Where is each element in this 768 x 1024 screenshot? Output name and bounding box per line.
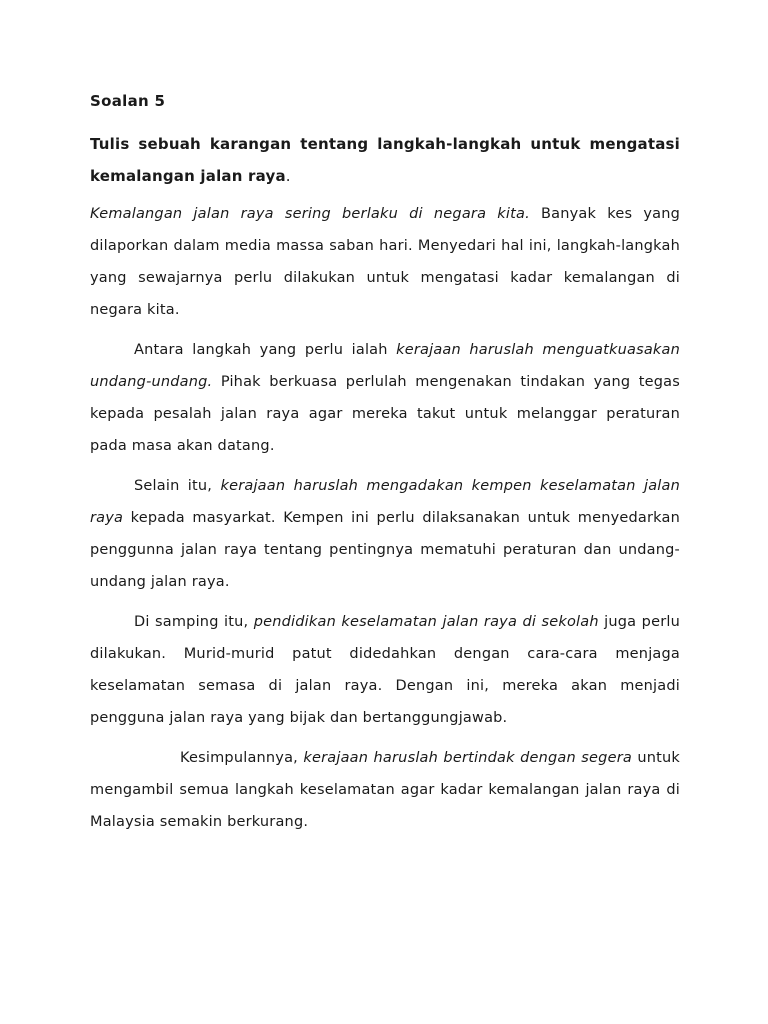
essay-question-text: Tulis sebuah karangan tentang langkah-langkah untuk mengatasi kemalangan jalan raya <box>90 135 680 185</box>
conclusion-paragraph <box>90 742 680 838</box>
p3-italic: pendidikan keselamatan jalan raya di sekolah <box>253 614 599 630</box>
conclusion-lead: Kesimpulannya, <box>180 750 304 766</box>
conclusion-text: untuk mengambil semua langkah keselamatan agar kadar kemalangan jalan raya di Malaysia semakin berkurang. <box>90 750 681 830</box>
intro-italic: Kemalangan jalan raya sering berlaku di negara kita. <box>90 206 530 222</box>
p2-text: kepada masyarkat. Kempen ini perlu dilaksanakan untuk menyedarkan penggunna jalan raya tentang pentingnya mematuhi peraturan dan undang-undang jalan raya. <box>90 510 680 590</box>
p3-text: juga perlu dilakukan. Murid-murid patut didedahkan dengan cara-cara menjaga keselamatan semasa di jalan raya. Dengan ini, mereka akan menjadi pengguna jalan raya yang bijak dan bertanggungjawab. <box>90 614 680 726</box>
p2-italic: kerajaan haruslah mengadakan kempen keselamatan jalan raya <box>90 478 681 526</box>
question-number-heading: Soalan 5 <box>90 92 166 110</box>
intro-paragraph <box>90 198 680 326</box>
body-paragraph-1 <box>90 334 680 462</box>
p1-lead: Antara langkah yang perlu ialah <box>134 342 397 358</box>
intro-text: Banyak kes yang dilaporkan dalam media massa saban hari. Menyedari hal ini, langkah-langkah yang sewajarnya perlu dilakukan untuk mengatasi kadar kemalangan di negara kita. <box>90 206 680 318</box>
p2-lead: Selain itu, <box>134 478 221 494</box>
essay-question <box>90 128 680 192</box>
body-paragraph-2 <box>90 470 680 598</box>
essay-question-end: . <box>285 167 291 185</box>
p1-text: Pihak berkuasa perlulah mengenakan tindakan yang tegas kepada pesalah jalan raya agar mereka takut untuk melanggar peraturan pada masa akan datang. <box>90 374 680 454</box>
conclusion-italic: kerajaan haruslah bertindak dengan segera <box>303 750 632 766</box>
body-paragraph-3 <box>90 606 680 734</box>
p3-lead: Di samping itu, <box>134 614 254 630</box>
p1-italic: kerajaan haruslah menguatkuasakan undang-undang. <box>90 342 680 390</box>
